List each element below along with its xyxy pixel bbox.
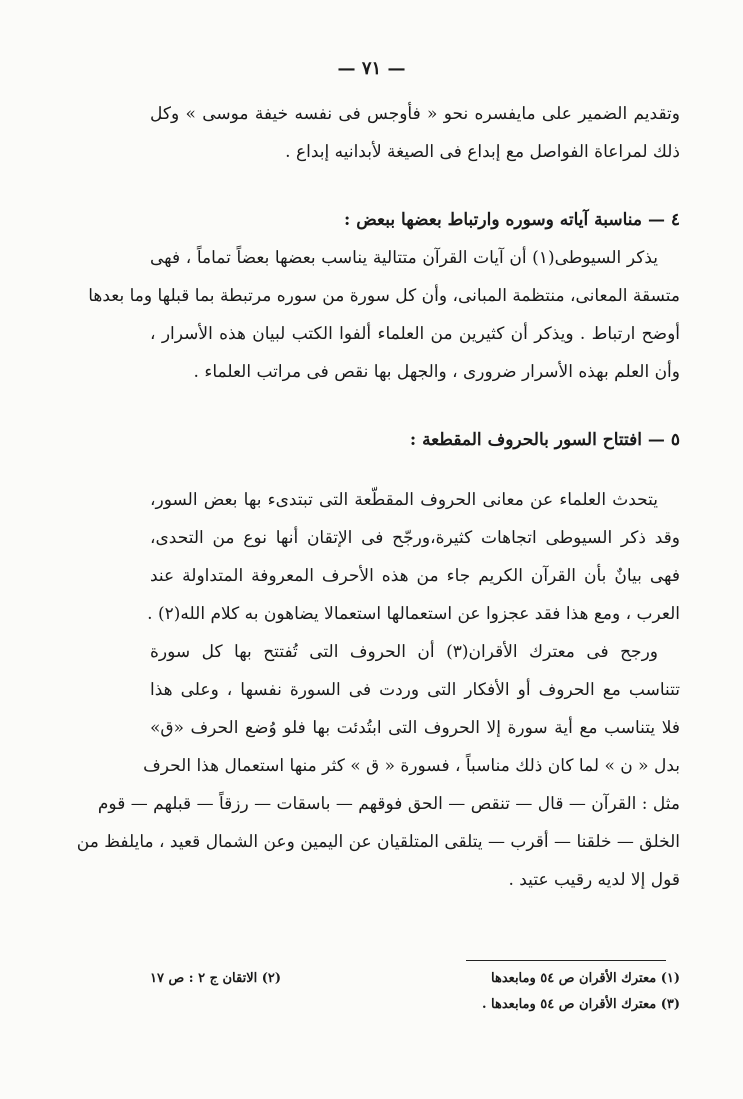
text-line: مثل : القرآن — قال — تنقص — الحق فوقهم — باسقات — رزقاً — قبلهم — قوم [97,794,680,814]
text-line: وأن العلم بهذه الأسرار ضرورى ، والجهل بها نقص فى مراتب العلماء . [193,362,680,382]
text-line: ذلك لمراعاة الفواصل مع إبداع فى الصيغة لأبدانيه إبداع . [285,142,680,162]
text-line: وقد ذكر السيوطى اتجاهات كثيرة،ورجّح فى الإتقان أنها نوع من التحدى، [150,528,680,548]
text-line: متسقة المعانى، منتظمة المبانى، وأن كل سورة من سوره مرتبطة بما قبلها وما بعدها [88,286,680,306]
text-line: الخلق — خلقنا — أقرب — يتلقى المتلقيان عن اليمين وعن الشمال قعيد ، مايلفظ من [76,832,680,852]
text-line: بدل « ن » لما كان ذلك مناسباً ، فسورة « ق » كثر منها استعمال هذا الحرف [143,756,680,776]
paragraph-1 [150,95,680,171]
footnote-1: (١) معترك الأقران ص ٥٤ ومابعدها [491,971,680,986]
text-line: العرب ، ومع هذا فقد عجزوا عن استعمالها استعمالا يضاهون به كلام الله(٢) . [147,604,680,624]
footnote-2: (٢) الاتقان ج ٢ : ص ١٧ [150,971,282,986]
text-line: ورجح فى معترك الأقران(٣) أن الحروف التى تُفتتح بها كل سورة [150,642,658,662]
text-line: وتقديم الضمير على مايفسره نحو « فأوجس فى نفسه خيفة موسى » وكل [150,104,680,124]
paragraph-3 [147,481,680,633]
footnote-3: (٣) معترك الأقران ص ٥٤ ومابعدها . [481,997,680,1012]
footnotes [150,966,680,1018]
text-line: يذكر السيوطى(١) أن آيات القرآن متتالية يناسب بعضها بعضاً تماماً ، فهى [150,248,658,268]
text-line: تتناسب مع الحروف أو الأفكار التى وردت فى السورة نفسها ، وعلى هذا [150,680,680,700]
text-line: يتحدث العلماء عن معانى الحروف المقطّعة التى تبتدىء بها بعض السور، [150,490,658,510]
text-line: فهى بيانٌ بأن القرآن الكريم جاء من هذه الأحرف المعروفة المتداولة عند [150,566,680,586]
text-line: قول إلا لديه رقيب عتيد . [508,870,680,890]
paragraph-2 [88,239,680,391]
section-heading-4: ٤ — مناسبة آياته وسوره وارتباط بعضها ببعض : [344,210,680,230]
page-number: — ٧١ — [337,58,406,79]
text-line: فلا يتناسب مع أية سورة إلا الحروف التى ابتُدئت بها فلو وُضع الحرف «ق» [150,718,680,738]
main-text [76,95,680,899]
footnote-divider [466,960,666,961]
paragraph-4 [76,633,680,899]
text-line: أوضح ارتباط . ويذكر أن كثيرين من العلماء ألفوا الكتب لبيان هذه الأسرار ، [150,324,680,344]
section-heading-5: ٥ — افتتاح السور بالحروف المقطعة : [409,430,680,450]
